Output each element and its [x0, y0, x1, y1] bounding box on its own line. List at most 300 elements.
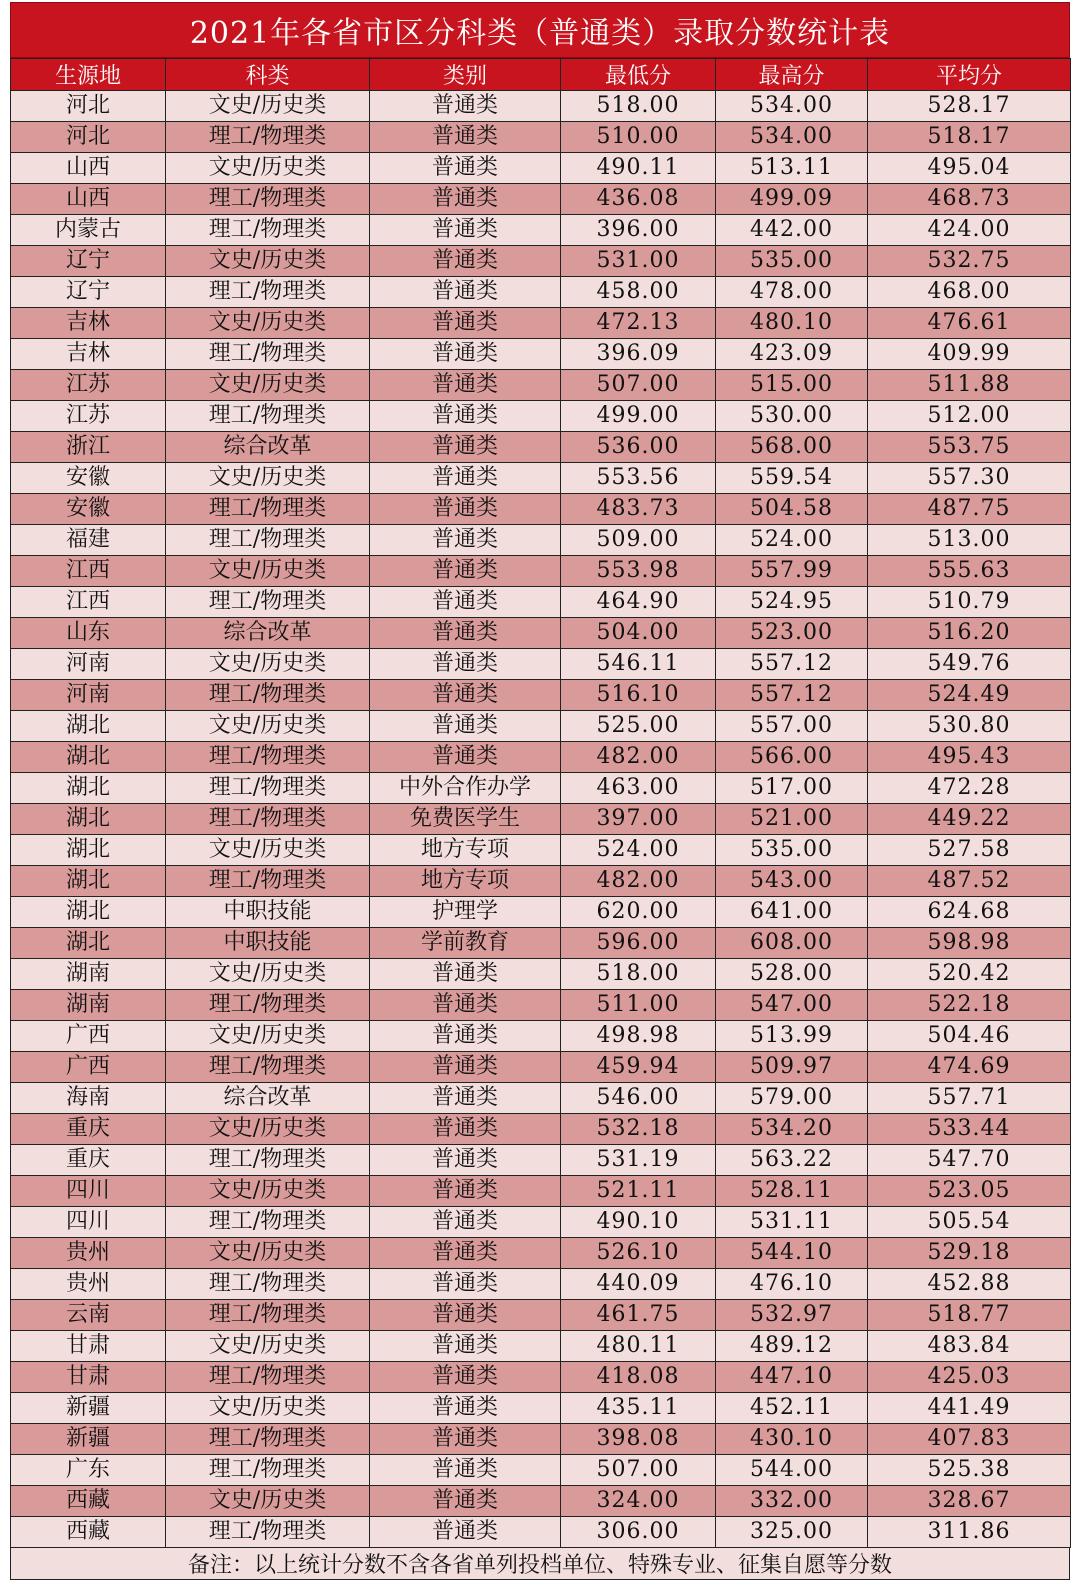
cell-max-score: 557.99	[716, 556, 868, 587]
cell-min-score: 482.00	[561, 742, 716, 773]
cell-min-score: 459.94	[561, 1052, 716, 1083]
cell-avg-score: 505.54	[868, 1207, 1071, 1238]
cell-avg-score: 529.18	[868, 1238, 1071, 1269]
cell-max-score: 476.10	[716, 1269, 868, 1300]
cell-origin: 辽宁	[11, 246, 166, 277]
cell-min-score: 518.00	[561, 91, 716, 122]
cell-origin: 新疆	[11, 1424, 166, 1455]
cell-origin: 湖北	[11, 742, 166, 773]
cell-category: 地方专项	[370, 835, 561, 866]
cell-max-score: 489.12	[716, 1331, 868, 1362]
cell-origin: 江西	[11, 587, 166, 618]
cell-origin: 湖北	[11, 804, 166, 835]
cell-min-score: 511.00	[561, 990, 716, 1021]
cell-max-score: 524.95	[716, 587, 868, 618]
cell-min-score: 490.11	[561, 153, 716, 184]
table-row	[11, 1269, 1071, 1300]
cell-category: 普通类	[370, 587, 561, 618]
cell-subject: 理工/物理类	[166, 773, 370, 804]
table-row	[11, 1145, 1071, 1176]
admission-score-table	[10, 58, 1071, 1548]
cell-origin: 甘肃	[11, 1362, 166, 1393]
cell-avg-score: 520.42	[868, 959, 1071, 990]
cell-category: 普通类	[370, 1424, 561, 1455]
cell-category: 普通类	[370, 1052, 561, 1083]
cell-avg-score: 474.69	[868, 1052, 1071, 1083]
cell-max-score: 530.00	[716, 401, 868, 432]
cell-category: 普通类	[370, 959, 561, 990]
table-row	[11, 928, 1071, 959]
cell-category: 普通类	[370, 215, 561, 246]
cell-category: 普通类	[370, 556, 561, 587]
cell-subject: 理工/物理类	[166, 1455, 370, 1486]
cell-avg-score: 522.18	[868, 990, 1071, 1021]
cell-category: 普通类	[370, 494, 561, 525]
cell-subject: 理工/物理类	[166, 525, 370, 556]
cell-max-score: 557.12	[716, 649, 868, 680]
cell-min-score: 398.08	[561, 1424, 716, 1455]
cell-category: 普通类	[370, 246, 561, 277]
cell-max-score: 517.00	[716, 773, 868, 804]
cell-avg-score: 511.88	[868, 370, 1071, 401]
cell-category: 普通类	[370, 122, 561, 153]
cell-min-score: 482.00	[561, 866, 716, 897]
cell-origin: 吉林	[11, 339, 166, 370]
cell-category: 普通类	[370, 1517, 561, 1548]
table-row	[11, 1083, 1071, 1114]
cell-origin: 重庆	[11, 1145, 166, 1176]
cell-avg-score: 468.00	[868, 277, 1071, 308]
table-row	[11, 556, 1071, 587]
cell-avg-score: 311.86	[868, 1517, 1071, 1548]
cell-subject: 理工/物理类	[166, 1269, 370, 1300]
cell-category: 普通类	[370, 153, 561, 184]
cell-avg-score: 328.67	[868, 1486, 1071, 1517]
cell-origin: 辽宁	[11, 277, 166, 308]
table-row	[11, 370, 1071, 401]
cell-avg-score: 513.00	[868, 525, 1071, 556]
cell-origin: 山东	[11, 618, 166, 649]
table-row	[11, 587, 1071, 618]
cell-min-score: 596.00	[561, 928, 716, 959]
cell-origin: 湖北	[11, 866, 166, 897]
table-row	[11, 773, 1071, 804]
cell-max-score: 523.00	[716, 618, 868, 649]
cell-origin: 河南	[11, 649, 166, 680]
cell-category: 普通类	[370, 1486, 561, 1517]
cell-subject: 文史/历史类	[166, 153, 370, 184]
cell-origin: 浙江	[11, 432, 166, 463]
cell-origin: 湖北	[11, 897, 166, 928]
cell-avg-score: 557.30	[868, 463, 1071, 494]
cell-avg-score: 533.44	[868, 1114, 1071, 1145]
table-row	[11, 618, 1071, 649]
cell-category: 普通类	[370, 339, 561, 370]
cell-avg-score: 483.84	[868, 1331, 1071, 1362]
cell-avg-score: 409.99	[868, 339, 1071, 370]
cell-avg-score: 452.88	[868, 1269, 1071, 1300]
cell-origin: 安徽	[11, 494, 166, 525]
cell-avg-score: 553.75	[868, 432, 1071, 463]
cell-min-score: 397.00	[561, 804, 716, 835]
cell-category: 普通类	[370, 1176, 561, 1207]
cell-category: 普通类	[370, 1300, 561, 1331]
cell-subject: 理工/物理类	[166, 680, 370, 711]
cell-max-score: 534.20	[716, 1114, 868, 1145]
table-row	[11, 277, 1071, 308]
table-row	[11, 401, 1071, 432]
cell-subject: 理工/物理类	[166, 990, 370, 1021]
cell-min-score: 396.09	[561, 339, 716, 370]
cell-min-score: 498.98	[561, 1021, 716, 1052]
column-header-origin: 生源地	[11, 59, 166, 91]
table-row	[11, 897, 1071, 928]
table-row	[11, 1114, 1071, 1145]
cell-max-score: 559.54	[716, 463, 868, 494]
table-row	[11, 308, 1071, 339]
cell-avg-score: 512.00	[868, 401, 1071, 432]
table-row	[11, 990, 1071, 1021]
table-row	[11, 153, 1071, 184]
cell-min-score: 504.00	[561, 618, 716, 649]
cell-category: 普通类	[370, 1269, 561, 1300]
table-row	[11, 680, 1071, 711]
table-row	[11, 835, 1071, 866]
cell-min-score: 526.10	[561, 1238, 716, 1269]
cell-min-score: 435.11	[561, 1393, 716, 1424]
cell-subject: 理工/物理类	[166, 277, 370, 308]
cell-subject: 理工/物理类	[166, 1424, 370, 1455]
cell-max-score: 568.00	[716, 432, 868, 463]
table-row	[11, 649, 1071, 680]
cell-category: 普通类	[370, 742, 561, 773]
cell-min-score: 461.75	[561, 1300, 716, 1331]
cell-min-score: 531.19	[561, 1145, 716, 1176]
table-row	[11, 1393, 1071, 1424]
cell-max-score: 531.11	[716, 1207, 868, 1238]
cell-category: 普通类	[370, 463, 561, 494]
cell-subject: 理工/物理类	[166, 804, 370, 835]
cell-avg-score: 527.58	[868, 835, 1071, 866]
cell-max-score: 532.97	[716, 1300, 868, 1331]
table-row	[11, 1021, 1071, 1052]
cell-subject: 文史/历史类	[166, 1331, 370, 1362]
cell-avg-score: 598.98	[868, 928, 1071, 959]
column-header-subject: 科类	[166, 59, 370, 91]
cell-max-score: 325.00	[716, 1517, 868, 1548]
cell-subject: 理工/物理类	[166, 1052, 370, 1083]
cell-category: 普通类	[370, 990, 561, 1021]
cell-origin: 湖南	[11, 959, 166, 990]
table-row	[11, 432, 1071, 463]
cell-max-score: 544.00	[716, 1455, 868, 1486]
cell-min-score: 507.00	[561, 1455, 716, 1486]
table-footnote: 备注：以上统计分数不含各省单列投档单位、特殊专业、征集自愿等分数	[10, 1548, 1070, 1580]
table-row	[11, 866, 1071, 897]
cell-avg-score: 528.17	[868, 91, 1071, 122]
cell-category: 普通类	[370, 711, 561, 742]
cell-origin: 湖北	[11, 835, 166, 866]
table-title: 2021年各省市区分科类（普通类）录取分数统计表	[10, 2, 1070, 58]
cell-min-score: 532.18	[561, 1114, 716, 1145]
cell-min-score: 440.09	[561, 1269, 716, 1300]
cell-subject: 综合改革	[166, 432, 370, 463]
cell-category: 普通类	[370, 1238, 561, 1269]
cell-origin: 广东	[11, 1455, 166, 1486]
cell-avg-score: 624.68	[868, 897, 1071, 928]
cell-origin: 湖南	[11, 990, 166, 1021]
cell-category: 普通类	[370, 1021, 561, 1052]
cell-max-score: 544.10	[716, 1238, 868, 1269]
cell-avg-score: 549.76	[868, 649, 1071, 680]
table-row	[11, 215, 1071, 246]
cell-category: 普通类	[370, 1207, 561, 1238]
cell-subject: 文史/历史类	[166, 1114, 370, 1145]
cell-avg-score: 530.80	[868, 711, 1071, 742]
cell-subject: 理工/物理类	[166, 401, 370, 432]
table-row	[11, 1486, 1071, 1517]
cell-min-score: 418.08	[561, 1362, 716, 1393]
cell-min-score: 553.98	[561, 556, 716, 587]
cell-subject: 理工/物理类	[166, 494, 370, 525]
cell-min-score: 518.00	[561, 959, 716, 990]
cell-category: 普通类	[370, 1393, 561, 1424]
cell-min-score: 458.00	[561, 277, 716, 308]
cell-avg-score: 441.49	[868, 1393, 1071, 1424]
table-row	[11, 1455, 1071, 1486]
cell-subject: 理工/物理类	[166, 742, 370, 773]
table-row	[11, 463, 1071, 494]
column-header-avg-score: 平均分	[868, 59, 1071, 91]
cell-category: 学前教育	[370, 928, 561, 959]
cell-max-score: 534.00	[716, 91, 868, 122]
cell-subject: 文史/历史类	[166, 556, 370, 587]
header-row	[11, 59, 1071, 91]
cell-avg-score: 510.79	[868, 587, 1071, 618]
table-row	[11, 1517, 1071, 1548]
cell-origin: 广西	[11, 1052, 166, 1083]
cell-min-score: 531.00	[561, 246, 716, 277]
cell-min-score: 546.11	[561, 649, 716, 680]
cell-origin: 湖北	[11, 773, 166, 804]
cell-max-score: 423.09	[716, 339, 868, 370]
cell-max-score: 535.00	[716, 835, 868, 866]
cell-max-score: 608.00	[716, 928, 868, 959]
cell-origin: 新疆	[11, 1393, 166, 1424]
cell-origin: 海南	[11, 1083, 166, 1114]
cell-subject: 文史/历史类	[166, 1238, 370, 1269]
cell-origin: 河北	[11, 122, 166, 153]
cell-category: 普通类	[370, 525, 561, 556]
cell-subject: 理工/物理类	[166, 184, 370, 215]
cell-avg-score: 525.38	[868, 1455, 1071, 1486]
cell-category: 普通类	[370, 184, 561, 215]
cell-subject: 文史/历史类	[166, 835, 370, 866]
cell-max-score: 547.00	[716, 990, 868, 1021]
cell-origin: 湖北	[11, 928, 166, 959]
cell-subject: 理工/物理类	[166, 1517, 370, 1548]
cell-max-score: 524.00	[716, 525, 868, 556]
cell-subject: 文史/历史类	[166, 1393, 370, 1424]
cell-category: 普通类	[370, 432, 561, 463]
cell-max-score: 513.99	[716, 1021, 868, 1052]
cell-subject: 文史/历史类	[166, 308, 370, 339]
table-row	[11, 1424, 1071, 1455]
cell-avg-score: 524.49	[868, 680, 1071, 711]
table-row	[11, 1207, 1071, 1238]
cell-subject: 文史/历史类	[166, 1176, 370, 1207]
cell-avg-score: 557.71	[868, 1083, 1071, 1114]
cell-min-score: 521.11	[561, 1176, 716, 1207]
cell-origin: 吉林	[11, 308, 166, 339]
cell-origin: 内蒙古	[11, 215, 166, 246]
cell-avg-score: 449.22	[868, 804, 1071, 835]
cell-origin: 山西	[11, 153, 166, 184]
cell-origin: 福建	[11, 525, 166, 556]
cell-avg-score: 547.70	[868, 1145, 1071, 1176]
cell-category: 地方专项	[370, 866, 561, 897]
cell-origin: 山西	[11, 184, 166, 215]
table-row	[11, 525, 1071, 556]
cell-max-score: 430.10	[716, 1424, 868, 1455]
cell-max-score: 543.00	[716, 866, 868, 897]
cell-min-score: 324.00	[561, 1486, 716, 1517]
cell-origin: 安徽	[11, 463, 166, 494]
column-header-category: 类别	[370, 59, 561, 91]
cell-avg-score: 504.46	[868, 1021, 1071, 1052]
table-row	[11, 959, 1071, 990]
cell-min-score: 507.00	[561, 370, 716, 401]
cell-max-score: 509.97	[716, 1052, 868, 1083]
cell-origin: 广西	[11, 1021, 166, 1052]
cell-subject: 文史/历史类	[166, 91, 370, 122]
cell-origin: 云南	[11, 1300, 166, 1331]
cell-origin: 江苏	[11, 370, 166, 401]
cell-max-score: 521.00	[716, 804, 868, 835]
cell-avg-score: 476.61	[868, 308, 1071, 339]
cell-category: 普通类	[370, 1083, 561, 1114]
cell-category: 护理学	[370, 897, 561, 928]
cell-origin: 重庆	[11, 1114, 166, 1145]
cell-min-score: 472.13	[561, 308, 716, 339]
cell-max-score: 515.00	[716, 370, 868, 401]
table-row	[11, 1176, 1071, 1207]
table-row	[11, 339, 1071, 370]
table-body	[11, 91, 1071, 1548]
cell-min-score: 396.00	[561, 215, 716, 246]
cell-avg-score: 523.05	[868, 1176, 1071, 1207]
cell-subject: 文史/历史类	[166, 246, 370, 277]
cell-max-score: 557.00	[716, 711, 868, 742]
cell-min-score: 509.00	[561, 525, 716, 556]
cell-subject: 理工/物理类	[166, 587, 370, 618]
cell-max-score: 528.00	[716, 959, 868, 990]
cell-subject: 理工/物理类	[166, 1207, 370, 1238]
cell-category: 普通类	[370, 1114, 561, 1145]
cell-subject: 文史/历史类	[166, 463, 370, 494]
cell-avg-score: 518.17	[868, 122, 1071, 153]
cell-subject: 文史/历史类	[166, 649, 370, 680]
column-header-min-score: 最低分	[561, 59, 716, 91]
cell-subject: 文史/历史类	[166, 959, 370, 990]
cell-max-score: 499.09	[716, 184, 868, 215]
cell-avg-score: 495.43	[868, 742, 1071, 773]
cell-min-score: 499.00	[561, 401, 716, 432]
table-row	[11, 804, 1071, 835]
cell-max-score: 534.00	[716, 122, 868, 153]
cell-max-score: 478.00	[716, 277, 868, 308]
table-row	[11, 91, 1071, 122]
cell-min-score: 620.00	[561, 897, 716, 928]
cell-subject: 理工/物理类	[166, 866, 370, 897]
table-row	[11, 742, 1071, 773]
cell-origin: 西藏	[11, 1517, 166, 1548]
table-row	[11, 122, 1071, 153]
cell-min-score: 306.00	[561, 1517, 716, 1548]
cell-origin: 甘肃	[11, 1331, 166, 1362]
cell-min-score: 463.00	[561, 773, 716, 804]
cell-max-score: 442.00	[716, 215, 868, 246]
cell-max-score: 447.10	[716, 1362, 868, 1393]
cell-subject: 理工/物理类	[166, 1300, 370, 1331]
cell-avg-score: 424.00	[868, 215, 1071, 246]
cell-category: 普通类	[370, 649, 561, 680]
cell-category: 普通类	[370, 680, 561, 711]
cell-avg-score: 495.04	[868, 153, 1071, 184]
cell-subject: 理工/物理类	[166, 339, 370, 370]
cell-subject: 理工/物理类	[166, 1362, 370, 1393]
cell-origin: 贵州	[11, 1269, 166, 1300]
cell-min-score: 516.10	[561, 680, 716, 711]
table-row	[11, 711, 1071, 742]
cell-max-score: 566.00	[716, 742, 868, 773]
cell-category: 免费医学生	[370, 804, 561, 835]
cell-max-score: 528.11	[716, 1176, 868, 1207]
cell-max-score: 557.12	[716, 680, 868, 711]
cell-category: 普通类	[370, 1455, 561, 1486]
cell-subject: 中职技能	[166, 928, 370, 959]
cell-avg-score: 472.28	[868, 773, 1071, 804]
cell-subject: 理工/物理类	[166, 1145, 370, 1176]
cell-subject: 文史/历史类	[166, 370, 370, 401]
cell-avg-score: 555.63	[868, 556, 1071, 587]
cell-origin: 四川	[11, 1176, 166, 1207]
table-row	[11, 494, 1071, 525]
cell-origin: 江西	[11, 556, 166, 587]
cell-category: 普通类	[370, 618, 561, 649]
cell-category: 普通类	[370, 1331, 561, 1362]
cell-subject: 综合改革	[166, 1083, 370, 1114]
cell-avg-score: 468.73	[868, 184, 1071, 215]
cell-avg-score: 487.52	[868, 866, 1071, 897]
table-row	[11, 1362, 1071, 1393]
cell-subject: 文史/历史类	[166, 711, 370, 742]
cell-avg-score: 425.03	[868, 1362, 1071, 1393]
cell-origin: 河北	[11, 91, 166, 122]
cell-origin: 河南	[11, 680, 166, 711]
cell-category: 普通类	[370, 277, 561, 308]
table-row	[11, 1300, 1071, 1331]
cell-avg-score: 407.83	[868, 1424, 1071, 1455]
cell-min-score: 553.56	[561, 463, 716, 494]
cell-category: 普通类	[370, 308, 561, 339]
cell-max-score: 579.00	[716, 1083, 868, 1114]
cell-origin: 四川	[11, 1207, 166, 1238]
cell-subject: 文史/历史类	[166, 1486, 370, 1517]
cell-subject: 综合改革	[166, 618, 370, 649]
cell-min-score: 510.00	[561, 122, 716, 153]
cell-subject: 中职技能	[166, 897, 370, 928]
